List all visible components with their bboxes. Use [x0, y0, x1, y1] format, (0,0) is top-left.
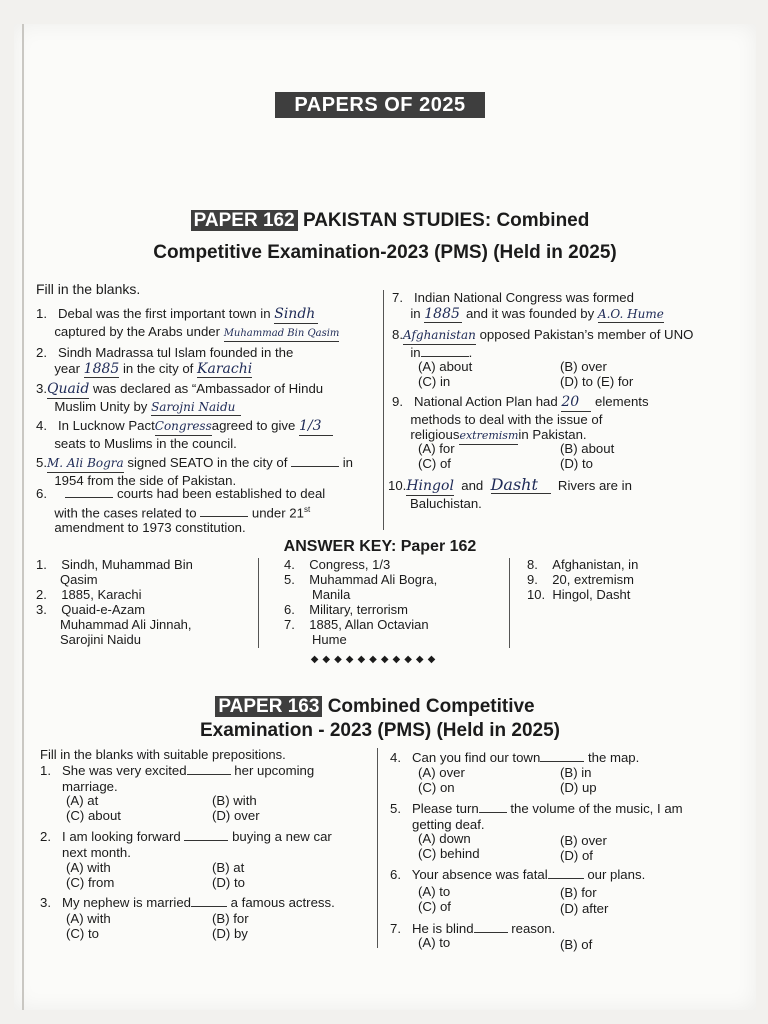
p163-q1-option-d: (D) over: [212, 808, 260, 823]
p163-q6-option-d: (D) after: [560, 901, 609, 916]
p162-q9-option-a: (A) for: [418, 441, 455, 456]
p163-q3-option-b: (B) for: [212, 911, 249, 926]
p162-question-5: 5.M. Ali Bogra signed SEATO in the city of in 1954 from the side of Pakistan.: [36, 455, 354, 488]
p163-column-divider: [377, 748, 378, 948]
p163-q5-option-a: (A) down: [418, 831, 471, 846]
p163-q6-option-a: (A) to: [418, 884, 451, 899]
p163-q4-option-c: (C) on: [418, 780, 455, 795]
handwritten-answer: Karachi: [197, 360, 253, 377]
p163-q1-option-a: (A) at: [66, 793, 99, 808]
p162-question-7: 7. Indian National Congress was formed in 1885 and it was founded by A.O. Hume: [392, 290, 664, 322]
paper163-title-line1: PAPER 163 Combined Competitive: [150, 694, 600, 720]
answer-key-col-3: 8. Afghanistan, in 9. 20, extremism 10. Hingol, Dasht: [527, 557, 639, 602]
p163-q3-option-d: (D) by: [212, 926, 248, 941]
p163-q2-option-c: (C) from: [66, 875, 115, 890]
handwritten-answer: Quaid: [47, 381, 90, 397]
p163-q5-option-b: (B) over: [560, 833, 607, 848]
p162-q9-option-c: (C) of: [418, 456, 451, 471]
p162-q8-option-c: (C) in: [418, 374, 451, 389]
p162-question-4: 4. In Lucknow PactCongressagreed to give 1/3 seats to Muslims in the council.: [36, 418, 381, 451]
answer-key-title: ANSWER KEY: Paper 162: [283, 538, 477, 555]
column-divider: [383, 290, 384, 530]
p163-question-5: 5. Please turn the volume of the music, I am getting deaf.: [390, 801, 683, 832]
paper162-title-line1: [95, 208, 685, 234]
p162-q9-option-d: (D) to: [560, 456, 593, 471]
p162-question-8: 8.Afghanistan opposed Pakistan’s member of UNO in .: [392, 327, 694, 360]
p162-question-1: 1. Debal was the first important town in Sindh captured by the Arabs under Muhammad Bin Qasim: [36, 306, 381, 342]
p163-question-7: 7. He is blind reason.: [390, 921, 556, 936]
handwritten-answer: A.O. Hume: [598, 307, 664, 324]
handwritten-answer: Sindh: [274, 307, 318, 324]
p163-question-3: 3. My nephew is married a famous actress.: [40, 895, 335, 910]
diamond-separator: ◆◆◆◆◆◆◆◆◆◆◆: [310, 654, 440, 665]
answer-key-col-1: 1. Sindh, Muhammad Bin Qasim 2. 1885, Karachi 3. Quaid-e-Azam Muhammad Ali Jinnah, Sarojini Naidu: [36, 557, 193, 647]
p163-q2-option-d: (D) to: [212, 875, 245, 890]
p163-q4-option-d: (D) up: [560, 780, 597, 795]
handwritten-answer: Dasht: [491, 477, 551, 494]
p162-q8-option-a: (A) about: [418, 359, 473, 374]
paper163-section: Fill in the blanks with suitable prepositions.: [40, 747, 286, 762]
p163-q4-option-a: (A) over: [418, 765, 465, 780]
handwritten-answer: Hingol: [406, 478, 454, 494]
p163-q3-option-a: (A) with: [66, 911, 111, 926]
p162-q9-option-b: (B) about: [560, 441, 615, 456]
p163-q2-option-a: (A) with: [66, 860, 111, 875]
p163-question-2: 2. I am looking forward buying a new car next month.: [40, 829, 332, 860]
paper162-title1: PAKISTAN STUDIES: Combined: [302, 210, 590, 231]
answer-key-col-2: 4. Congress, 1/3 5. Muhammad Ali Bogra, Manila 6. Military, terrorism 7. 1885, Allan Octavian Hume: [284, 557, 438, 647]
p162-question-10: 10.Hingol and Dasht Rivers are in Baluchistan.: [388, 475, 632, 511]
p163-q5-option-c: (C) behind: [418, 846, 480, 861]
paper162-section: Fill in the blanks.: [36, 281, 141, 297]
handwritten-answer: 1885: [83, 360, 120, 377]
paper162-tag: PAPER 162: [191, 210, 298, 231]
p162-question-9: 9. National Action Plan had 20 elements methods to deal with the issue of religiousextremismin Pakistan.: [392, 394, 722, 445]
p163-q1-option-c: (C) about: [66, 808, 121, 823]
answer-divider-2: [509, 558, 510, 648]
p163-q6-option-c: (C) of: [418, 899, 451, 914]
paper163-tag: PAPER 163: [215, 696, 322, 717]
handwritten-answer: Muhammad Bin Qasim: [224, 326, 340, 343]
p163-q7-option-a: (A) to: [418, 935, 451, 950]
handwritten-answer: Sarojni Naidu: [151, 400, 241, 417]
p162-question-2: 2. Sindh Madrassa tul Islam founded in the year 1885 in the city of Karachi: [36, 345, 294, 377]
p163-q2-option-b: (B) at: [212, 860, 245, 875]
paper162-title2: Competitive Examination-2023 (PMS) (Held in 2025): [153, 242, 617, 263]
p162-question-6: 6. courts had been established to deal with the cases related to under 21st amendment to 1973 constitution.: [36, 486, 326, 536]
handwritten-answer: 1/3: [299, 419, 333, 436]
p162-q8-option-b: (B) over: [560, 359, 607, 374]
p163-q1-option-b: (B) with: [212, 793, 257, 808]
page-edge-line: [22, 24, 24, 1010]
handwritten-answer: 20: [561, 395, 591, 412]
p163-question-4: 4. Can you find our town the map.: [390, 750, 640, 765]
p163-q7-option-b: (B) of: [560, 937, 593, 952]
p163-q5-option-d: (D) of: [560, 848, 593, 863]
paper163-title2: Examination - 2023 (PMS) (Held in 2025): [199, 720, 561, 741]
handwritten-answer: extremism: [459, 428, 518, 445]
answer-divider-1: [258, 558, 259, 648]
p163-q3-option-c: (C) to: [66, 926, 99, 941]
handwritten-answer: M. Ali Bogra: [47, 456, 124, 473]
p163-q6-option-b: (B) for: [560, 885, 597, 900]
handwritten-answer: Congress: [155, 419, 212, 436]
p162-q8-option-d: (D) to (E) for: [560, 374, 634, 389]
p162-question-3: 3.Quaid was declared as “Ambassador of Hindu Muslim Unity by Sarojni Naidu: [36, 381, 381, 416]
page-title: PAPERS OF 2025: [275, 92, 485, 118]
p163-question-6: 6. Your absence was fatal our plans.: [390, 867, 646, 882]
p163-q4-option-b: (B) in: [560, 765, 592, 780]
handwritten-answer: Afghanistan: [403, 328, 476, 345]
p163-question-1: 1. She was very excited her upcoming marriage.: [40, 763, 315, 794]
handwritten-answer: 1885: [424, 307, 462, 324]
